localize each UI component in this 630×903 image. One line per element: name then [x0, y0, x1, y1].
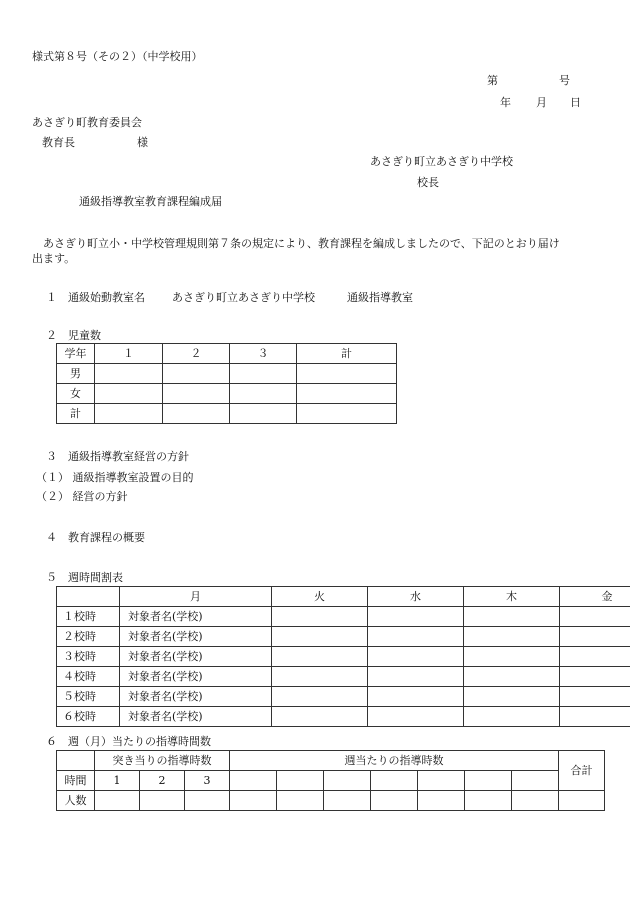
section3-item-1: （１） 通級指導教室設置の目的	[36, 471, 194, 484]
timetable-cell[interactable]	[560, 607, 630, 627]
date-month: 月	[536, 96, 547, 109]
target-name-label: 対象者名(学校)	[128, 689, 203, 703]
num-3: 3	[185, 771, 230, 791]
day-thu: 木	[464, 587, 560, 607]
timetable-header-row	[57, 587, 630, 607]
addressee-title: 教育長	[42, 136, 75, 149]
guidance-corner	[57, 751, 95, 771]
section2-label: ２ 児童数	[46, 329, 101, 342]
guidance-hours-table	[56, 750, 605, 811]
timetable-corner	[57, 587, 120, 607]
table-row	[57, 607, 630, 627]
period-2: ２校時	[57, 627, 120, 647]
shuatari-header: 週当たりの指導時数	[230, 751, 559, 771]
date-day: 日	[570, 96, 581, 109]
timetable-cell[interactable]	[560, 627, 630, 647]
table-row	[57, 404, 397, 424]
timetable-cell[interactable]	[560, 687, 630, 707]
header-grade-3: ３	[230, 344, 297, 364]
count-cell[interactable]	[95, 791, 140, 811]
header-grade-2: ２	[163, 344, 230, 364]
student-count-table	[56, 343, 397, 424]
target-name-label: 対象者名(学校)	[128, 609, 203, 623]
timetable-cell[interactable]	[464, 647, 560, 667]
count-cell[interactable]	[95, 364, 163, 384]
day-tue: 火	[272, 587, 368, 607]
timetable-cell[interactable]	[560, 707, 630, 727]
section3-item-2: （２） 経営の方針	[36, 490, 128, 503]
doc-number-suffix: 号	[559, 74, 570, 87]
sender-title: 校長	[417, 176, 439, 189]
num-1: 1	[95, 771, 140, 791]
count-cell[interactable]	[230, 791, 277, 811]
table-row	[57, 384, 397, 404]
section6-label: ６ 週（月）当たりの指導時間数	[46, 735, 211, 748]
row-label-total: 計	[57, 404, 95, 424]
hours-cell[interactable]	[418, 771, 465, 791]
doc-number-prefix: 第	[487, 74, 498, 87]
table-row	[57, 364, 397, 384]
hours-cell[interactable]	[512, 771, 559, 791]
table-row	[57, 667, 630, 687]
row-label-ninzu: 人数	[57, 791, 95, 811]
count-cell[interactable]	[185, 791, 230, 811]
hours-cell[interactable]	[324, 771, 371, 791]
target-name-label: 対象者名(学校)	[128, 629, 203, 643]
period-3: ３校時	[57, 647, 120, 667]
count-cell[interactable]	[163, 404, 230, 424]
guidance-header-row	[57, 751, 605, 771]
period-6: ６校時	[57, 707, 120, 727]
timetable-cell[interactable]	[368, 647, 464, 667]
section1-label: １ 通級始動教室名	[46, 291, 145, 304]
timetable-cell[interactable]	[272, 687, 368, 707]
row-label-female: 女	[57, 384, 95, 404]
count-cell[interactable]	[297, 364, 397, 384]
form-label: 様式第８号（その２）（中学校用）	[32, 50, 203, 63]
period-1: １校時	[57, 607, 120, 627]
timetable-cell[interactable]	[464, 687, 560, 707]
timetable-cell[interactable]	[272, 667, 368, 687]
count-cell[interactable]	[418, 791, 465, 811]
total-cell[interactable]	[559, 791, 605, 811]
student-count-header-row	[57, 344, 397, 364]
count-cell[interactable]	[230, 384, 297, 404]
timetable-mon-cell[interactable]	[120, 607, 272, 627]
hours-cell[interactable]	[277, 771, 324, 791]
hours-cell[interactable]	[371, 771, 418, 791]
timetable-mon-cell[interactable]	[120, 627, 272, 647]
hours-cell[interactable]	[230, 771, 277, 791]
count-cell[interactable]	[371, 791, 418, 811]
timetable-cell[interactable]	[560, 647, 630, 667]
addressee-org: あさぎり町教育委員会	[32, 116, 142, 129]
timetable-mon-cell[interactable]	[120, 647, 272, 667]
timetable-cell[interactable]	[464, 607, 560, 627]
header-grade: 学年	[57, 344, 95, 364]
timetable-mon-cell[interactable]	[120, 707, 272, 727]
timetable-cell[interactable]	[368, 687, 464, 707]
count-cell[interactable]	[163, 384, 230, 404]
count-cell[interactable]	[95, 404, 163, 424]
day-fri: 金	[560, 587, 630, 607]
date-year: 年	[500, 96, 511, 109]
period-5: ５校時	[57, 687, 120, 707]
section1-room: 通級指導教室	[347, 291, 413, 304]
table-row	[57, 707, 630, 727]
num-2: 2	[140, 771, 185, 791]
timetable-cell[interactable]	[272, 607, 368, 627]
count-cell[interactable]	[163, 364, 230, 384]
section4-label: ４ 教育課程の概要	[46, 531, 145, 544]
row-label-male: 男	[57, 364, 95, 384]
table-row	[57, 627, 630, 647]
count-cell[interactable]	[512, 791, 559, 811]
timetable-mon-cell[interactable]	[120, 667, 272, 687]
section5-label: ５ 週時間割表	[46, 571, 123, 584]
hours-cell[interactable]	[465, 771, 512, 791]
timetable-cell[interactable]	[272, 647, 368, 667]
header-total: 計	[297, 344, 397, 364]
table-row	[57, 771, 605, 791]
header-grade-1: １	[95, 344, 163, 364]
section3-label: ３ 通級指導教室経営の方針	[46, 450, 189, 463]
timetable-cell[interactable]	[464, 627, 560, 647]
total-header: 合計	[559, 751, 605, 791]
sender-school: あさぎり町立あさぎり中学校	[370, 155, 513, 168]
timetable-cell[interactable]	[368, 607, 464, 627]
section1-school: あさぎり町立あさぎり中学校	[172, 291, 315, 304]
table-row	[57, 791, 605, 811]
day-mon: 月	[120, 587, 272, 607]
count-cell[interactable]	[465, 791, 512, 811]
timetable-cell[interactable]	[464, 707, 560, 727]
count-cell[interactable]	[230, 364, 297, 384]
timetable-mon-cell[interactable]	[120, 687, 272, 707]
count-cell[interactable]	[297, 384, 397, 404]
body-text-line2: 出ます。	[32, 252, 76, 265]
timetable-cell[interactable]	[368, 667, 464, 687]
weekly-timetable	[56, 586, 630, 727]
table-row	[57, 647, 630, 667]
count-cell[interactable]	[95, 384, 163, 404]
day-wed: 水	[368, 587, 464, 607]
timetable-cell[interactable]	[368, 707, 464, 727]
count-cell[interactable]	[140, 791, 185, 811]
body-text-line1: あさぎり町立小・中学校管理規則第７条の規定により、教育課程を編成しましたので、下記のとおり届け	[43, 237, 560, 250]
timetable-cell[interactable]	[368, 627, 464, 647]
target-name-label: 対象者名(学校)	[128, 709, 203, 723]
timetable-cell[interactable]	[560, 667, 630, 687]
addressee-honorific: 様	[137, 136, 148, 149]
target-name-label: 対象者名(学校)	[128, 669, 203, 683]
period-4: ４校時	[57, 667, 120, 687]
target-name-label: 対象者名(学校)	[128, 649, 203, 663]
count-cell[interactable]	[230, 404, 297, 424]
table-row	[57, 687, 630, 707]
count-cell[interactable]	[324, 791, 371, 811]
count-cell[interactable]	[277, 791, 324, 811]
doc-title: 通級指導教室教育課程編成届	[79, 195, 222, 208]
timetable-cell[interactable]	[272, 707, 368, 727]
count-cell[interactable]	[297, 404, 397, 424]
tsukiatari-header: 突き当りの指導時数	[95, 751, 230, 771]
timetable-cell[interactable]	[464, 667, 560, 687]
timetable-cell[interactable]	[272, 627, 368, 647]
row-label-jikan: 時間	[57, 771, 95, 791]
